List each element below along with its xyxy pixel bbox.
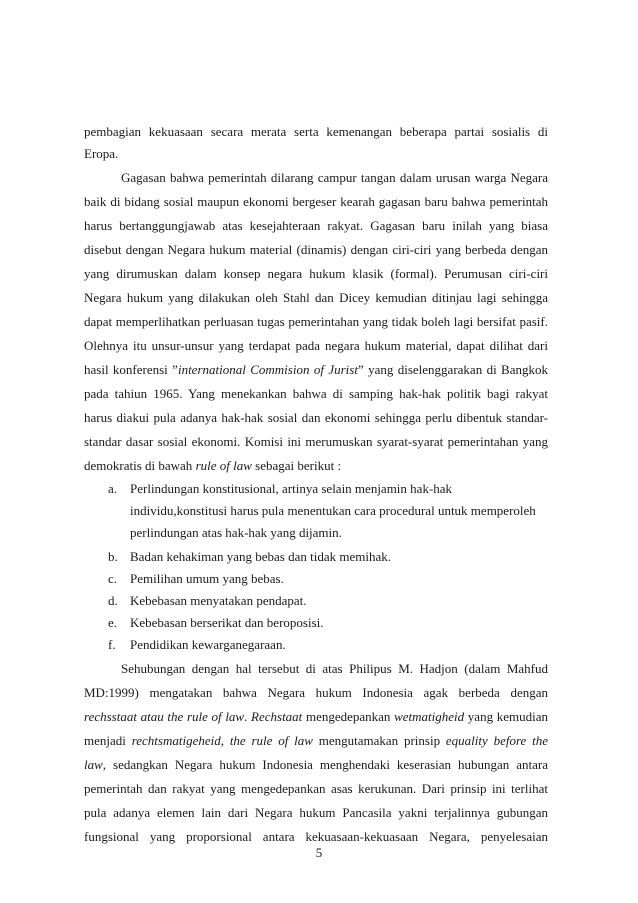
page-number: 5 bbox=[315, 845, 323, 860]
italic-text: equality before the bbox=[445, 733, 549, 748]
italic-text: the rule of law bbox=[229, 733, 313, 748]
text-run: menjadi bbox=[84, 733, 132, 748]
paragraph-line: harus diakui pula adanya hak-hak sosial dan ekonomi sehingga perlu dibentuk standar- bbox=[84, 410, 548, 425]
paragraph-line: yang dirumuskan dalam konsep negara hukum klasik (formal). Perumusan ciri-ciri bbox=[84, 266, 548, 281]
italic-text: rule of law bbox=[195, 458, 252, 473]
paragraph-line: Gagasan bahwa pemerintah dilarang campur tangan dalam urusan warga Negara bbox=[121, 170, 548, 185]
paragraph-line: baik di bidang sosial maupun ekonomi bergeser kearah gagasan baru bahwa pemerintah bbox=[84, 194, 548, 209]
paragraph-line: MD:1999) mengatakan bahwa Negara hukum Indonesia agak berbeda dengan bbox=[84, 685, 548, 700]
text-run: mengedepankan bbox=[302, 709, 395, 724]
list-marker: f. bbox=[108, 637, 116, 652]
paragraph-line: pula adanya elemen lain dari Negara hukum Pancasila yakni terjalinnya gubungan bbox=[84, 805, 548, 820]
list-item-text: individu,konstitusi harus pula menentukan cara procedural untuk memperoleh bbox=[130, 503, 536, 518]
text-run: yang kemudian bbox=[464, 709, 548, 724]
text-run: ” yang diselenggarakan di Bangkok bbox=[357, 362, 548, 377]
paragraph-line bbox=[84, 757, 548, 773]
list-item-text: Badan kehakiman yang bebas dan tidak memihak. bbox=[130, 549, 392, 564]
list-item-text: Pemilihan umum yang bebas. bbox=[130, 571, 284, 586]
list-marker: c. bbox=[108, 571, 118, 586]
list-item-text: Kebebasan berserikat dan beroposisi. bbox=[130, 615, 324, 630]
text-run: mengutamakan prinsip bbox=[312, 733, 446, 748]
italic-text: rechsstaat atau the rule of law bbox=[84, 709, 245, 724]
paragraph-line: Olehnya itu unsur-unsur yang terdapat pada negara hukum material, dapat dilihat dari bbox=[84, 338, 548, 353]
list-item-text: Pendidikan kewarganegaraan. bbox=[130, 637, 286, 652]
text-run: , bbox=[220, 733, 230, 748]
list-marker: e. bbox=[108, 615, 118, 630]
italic-text: international Commision of Jurist bbox=[177, 362, 358, 377]
text-run: . bbox=[244, 709, 252, 724]
paragraph-line: Sehubungan dengan hal tersebut di atas Philipus M. Hadjon (dalam Mahfud bbox=[121, 661, 548, 676]
list-item-text: Perlindungan konstitusional, artinya selain menjamin hak-hak bbox=[130, 481, 453, 496]
list-marker: a. bbox=[108, 481, 118, 496]
paragraph-line: pemerintah dan rakyat yang mengedepankan asas kerukunan. Dari prinsip ini terlihat bbox=[84, 781, 548, 796]
italic-text: Rechstaat bbox=[251, 709, 303, 724]
paragraph-line: disebut dengan Negara hukum material (dinamis) dengan ciri-ciri yang berbeda dengan bbox=[84, 242, 548, 257]
paragraph-line: fungsional yang proporsional antara kekuasaan-kekuasaan Negara, penyelesaian bbox=[84, 829, 548, 844]
italic-text: law bbox=[84, 757, 103, 772]
paragraph-line: dapat memperlihatkan perluasan tugas pemerintahan yang tidak boleh lagi bersifat pasif. bbox=[84, 314, 548, 329]
paragraph-line: pada tahiun 1965. Yang menekankan bahwa di samping hak-hak politik bagi rakyat bbox=[84, 386, 548, 401]
italic-text: rechtsmatigeheid bbox=[131, 733, 221, 748]
paragraph-line: Eropa. bbox=[84, 146, 119, 161]
paragraph-line: pembagian kekuasaan secara merata serta kemenangan beberapa partai sosialis di bbox=[84, 124, 548, 139]
text-run: sebagai berikut : bbox=[251, 458, 342, 473]
paragraph-line: standar dasar sosial ekonomi. Komisi ini merumuskan syarat-syarat pemerintahan yang bbox=[84, 434, 548, 449]
paragraph-line bbox=[84, 709, 548, 725]
italic-text: wetmatigheid bbox=[394, 709, 465, 724]
list-marker: d. bbox=[108, 593, 118, 608]
list-marker: b. bbox=[108, 549, 118, 564]
text-run: , sedangkan Negara hukum Indonesia menghendaki keserasian hubungan antara bbox=[102, 757, 548, 772]
paragraph-line bbox=[84, 733, 548, 749]
list-item-text: perlindungan atas hak-hak yang dijamin. bbox=[130, 525, 342, 540]
paragraph-line: Negara hukum yang dilakukan oleh Stahl dan Dicey kemudian ditinjau lagi sehingga bbox=[84, 290, 548, 305]
list-item-text: Kebebasan menyatakan pendapat. bbox=[130, 593, 307, 608]
paragraph-line bbox=[84, 458, 341, 474]
text-run: demokratis di bawah bbox=[84, 458, 196, 473]
paragraph-line: harus bertanggungjawab atas kesejahteraan rakyat. Gagasan baru inilah yang biasa bbox=[84, 218, 548, 233]
paragraph-line bbox=[84, 362, 548, 378]
text-run: hasil konferensi ” bbox=[84, 362, 178, 377]
